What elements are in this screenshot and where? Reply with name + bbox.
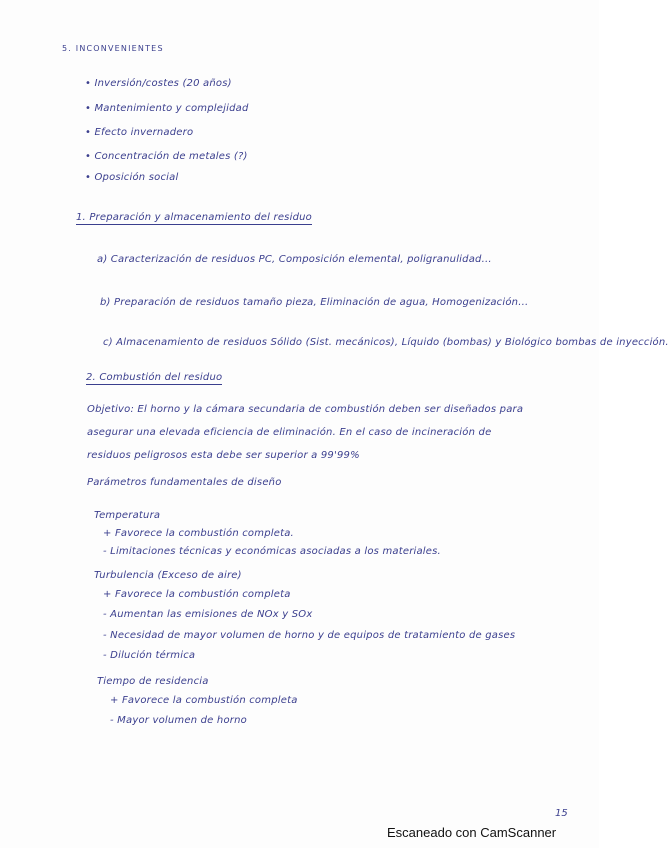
list-item: - Dilución térmica bbox=[103, 650, 196, 661]
section-title: 2. Combustión del residuo bbox=[86, 372, 223, 383]
section-title: 1. Preparación y almacenamiento del residuo bbox=[76, 212, 312, 223]
list-item: - Aumentan las emisiones de NOx y SOx bbox=[103, 609, 313, 620]
list-item: • Inversión/costes (20 años) bbox=[85, 78, 232, 89]
list-item: • Efecto invernadero bbox=[85, 127, 193, 138]
param-label: Tiempo de residencia bbox=[97, 676, 209, 687]
section-heading: 5. INCONVENIENTES bbox=[62, 44, 164, 53]
list-item: • Oposición social bbox=[85, 172, 178, 183]
param-label: Temperatura bbox=[94, 510, 161, 521]
list-item: + Favorece la combustión completa. bbox=[103, 528, 294, 539]
paragraph-line: residuos peligrosos esta debe ser superior a 99'99% bbox=[87, 450, 360, 461]
param-label: Turbulencia (Exceso de aire) bbox=[94, 570, 242, 581]
list-item: • Concentración de metales (?) bbox=[85, 151, 248, 162]
list-item: + Favorece la combustión completa bbox=[103, 589, 291, 600]
list-item: • Mantenimiento y complejidad bbox=[85, 103, 249, 114]
list-item: a) Caracterización de residuos PC, Composición elemental, poligranulidad... bbox=[97, 254, 492, 265]
list-item: - Limitaciones técnicas y económicas asociadas a los materiales. bbox=[103, 546, 441, 557]
paragraph-line: Objetivo: El horno y la cámara secundaria de combustión deben ser diseñados para bbox=[87, 404, 524, 415]
params-title: Parámetros fundamentales de diseño bbox=[87, 477, 282, 488]
list-item: - Necesidad de mayor volumen de horno y de equipos de tratamiento de gases bbox=[103, 630, 516, 641]
list-item: + Favorece la combustión completa bbox=[110, 695, 298, 706]
list-item: b) Preparación de residuos tamaño pieza, Eliminación de agua, Homogenización... bbox=[100, 297, 529, 308]
page-number: 15 bbox=[555, 808, 568, 819]
list-item: - Mayor volumen de horno bbox=[110, 715, 247, 726]
paragraph-line: asegurar una elevada eficiencia de eliminación. En el caso de incineración de bbox=[87, 427, 492, 438]
list-item: c) Almacenamiento de residuos Sólido (Sist. mecánicos), Líquido (bombas) y Biológico bombas de inyección. bbox=[103, 337, 669, 348]
scanner-watermark: Escaneado con CamScanner bbox=[387, 825, 557, 840]
